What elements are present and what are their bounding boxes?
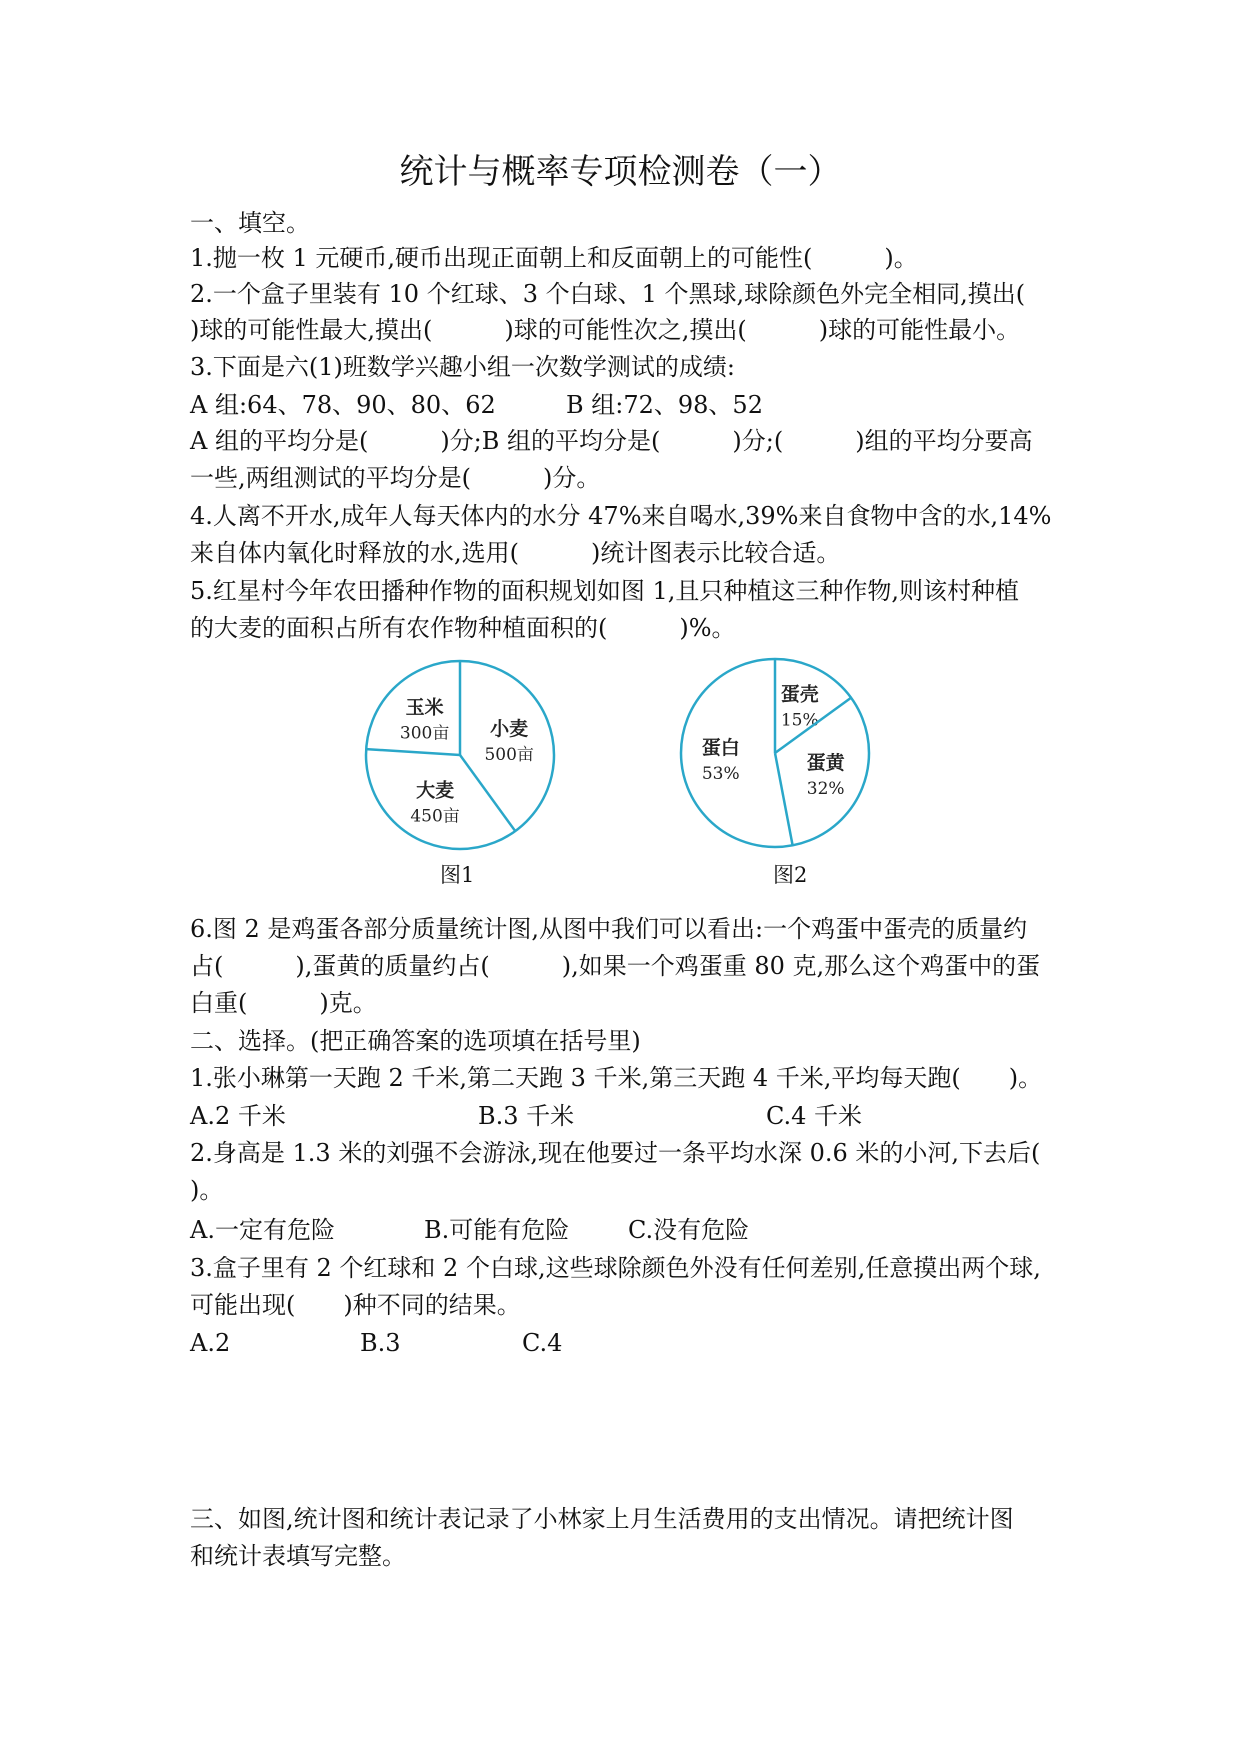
page-title: 统计与概率专项检测卷（一） <box>399 152 842 192</box>
q2-1-option-b: B.3 千米 <box>478 1102 575 1130</box>
slice-name-label: 蛋壳 <box>780 683 819 706</box>
q2-1-option-c: C.4 千米 <box>766 1102 863 1130</box>
q1-6-line3: 白重( )克。 <box>190 989 377 1017</box>
slice-name-label: 小麦 <box>490 718 529 741</box>
slice-value-label: 500亩 <box>484 745 534 766</box>
q2-2-option-c: C.没有危险 <box>628 1216 750 1244</box>
slice-boundary <box>366 749 460 755</box>
q1-1: 1.抛一枚 1 元硬币,硬币出现正面朝上和反面朝上的可能性( )。 <box>190 244 918 272</box>
q2-3-option-c: C.4 <box>522 1329 563 1357</box>
q2-2-line2: )。 <box>190 1176 224 1204</box>
q2-2-option-a: A.一定有危险 <box>190 1216 335 1244</box>
q1-6-line2: 占( ),蛋黄的质量约占( ),如果一个鸡蛋重 80 克,那么这个鸡蛋中的蛋 <box>190 952 1041 980</box>
q1-4-line1: 4.人离不开水,成年人每天体内的水分 47%来自喝水,39%来自食物中含的水,14% <box>190 502 1052 530</box>
q1-6-line1: 6.图 2 是鸡蛋各部分质量统计图,从图中我们可以看出:一个鸡蛋中蛋壳的质量约 <box>190 915 1028 943</box>
q1-2-line2: )球的可能性最大,摸出( )球的可能性次之,摸出( )球的可能性最小。 <box>190 316 1021 344</box>
slice-boundary <box>460 755 515 831</box>
q1-2-line1: 2.一个盒子里装有 10 个红球、3 个白球、1 个黑球,球除颜色外完全相同,摸出( <box>190 280 1026 308</box>
q2-2-option-b: B.可能有危险 <box>424 1216 570 1244</box>
section3-line1: 三、如图,统计图和统计表记录了小林家上月生活费用的支出情况。请把统计图 <box>190 1505 1014 1533</box>
q2-3-line2: 可能出现( )种不同的结果。 <box>190 1291 521 1319</box>
q1-3-line4: 一些,两组测试的平均分是( )分。 <box>190 464 601 492</box>
q1-5-line1: 5.红星村今年农田播种作物的面积规划如图 1,且只种植这三种作物,则该村种植 <box>190 577 1020 605</box>
q1-3-group-a: A 组:64、78、90、80、62 <box>190 391 496 419</box>
q1-5-line2: 的大麦的面积占所有农作物种植面积的( )%。 <box>190 614 736 642</box>
section1-heading: 一、填空。 <box>190 209 310 237</box>
q1-4-line2: 来自体内氧化时释放的水,选用( )统计图表示比较合适。 <box>190 539 841 567</box>
section3-line2: 和统计表填写完整。 <box>190 1542 406 1570</box>
slice-value-label: 53% <box>701 764 740 785</box>
fig2-caption: 图2 <box>773 863 808 887</box>
slice-name-label: 蛋黄 <box>806 752 845 775</box>
section2-heading: 二、选择。(把正确答案的选项填在括号里) <box>190 1027 641 1055</box>
fig1-caption: 图1 <box>440 863 475 887</box>
slice-boundary <box>775 753 793 845</box>
q1-3-line3: A 组的平均分是( )分;B 组的平均分是( )分;( )组的平均分要高 <box>190 427 1033 455</box>
slice-value-label: 15% <box>780 710 819 731</box>
slice-name-label: 玉米 <box>405 696 444 719</box>
q2-1: 1.张小琳第一天跑 2 千米,第二天跑 3 千米,第三天跑 4 千米,平均每天跑( )。 <box>190 1064 1043 1092</box>
q2-3-line1: 3.盒子里有 2 个红球和 2 个白球,这些球除颜色外没有任何差别,任意摸出两个球, <box>190 1254 1041 1282</box>
q2-3-option-a: A.2 <box>190 1329 231 1357</box>
slice-value-label: 300亩 <box>399 723 450 744</box>
q2-3-option-b: B.3 <box>360 1329 401 1357</box>
q2-1-option-a: A.2 千米 <box>190 1102 286 1130</box>
slice-value-label: 450亩 <box>410 806 460 827</box>
pie-chart-fig2 <box>675 653 875 853</box>
slice-name-label: 大麦 <box>416 779 455 802</box>
q1-3-line1: 3.下面是六(1)班数学兴趣小组一次数学测试的成绩: <box>190 353 735 381</box>
pie-chart-fig1 <box>360 655 560 855</box>
slice-name-label: 蛋白 <box>701 737 740 760</box>
slice-value-label: 32% <box>806 779 845 800</box>
q2-2-line1: 2.身高是 1.3 米的刘强不会游泳,现在他要过一条平均水深 0.6 米的小河,下去后( <box>190 1139 1041 1167</box>
q1-3-group-b: B 组:72、98、52 <box>566 391 763 419</box>
